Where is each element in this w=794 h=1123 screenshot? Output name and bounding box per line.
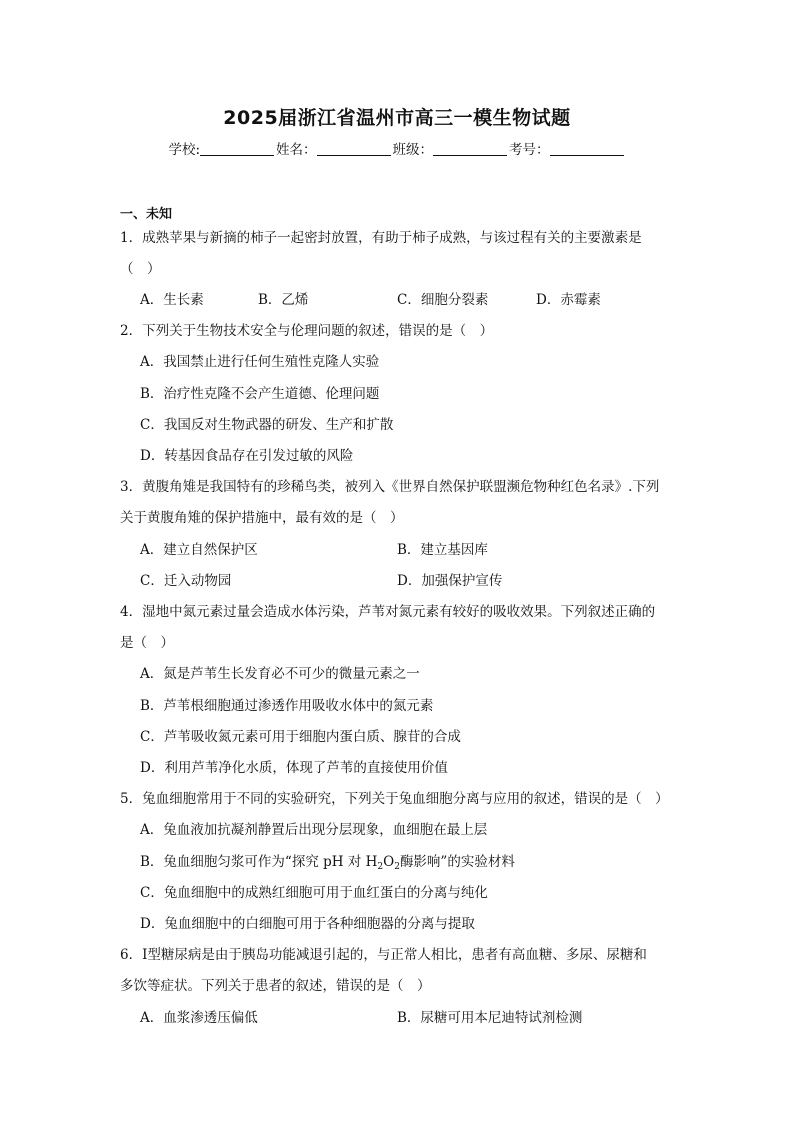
question-6-stem-cont: 多饮等症状。下列关于患者的叙述，错误的是（ ） <box>120 978 431 994</box>
question-5-option-d[interactable]: D．兔血细胞中的白细胞可用于各种细胞器的分离与提取 <box>140 916 475 932</box>
question-2-stem: 2．下列关于生物技术安全与伦理问题的叙述，错误的是（ ） <box>120 323 494 339</box>
question-3-option-d[interactable]: D．加强保护宣传 <box>397 573 503 589</box>
school-blank[interactable] <box>200 141 274 156</box>
option-b-text-o: O <box>383 854 395 870</box>
class-label: 班级： <box>392 142 434 158</box>
subscript-2: 2 <box>394 862 400 872</box>
question-4-option-b[interactable]: B．芦苇根细胞通过渗透作用吸收水体中的氮元素 <box>140 698 434 714</box>
student-info-line <box>0 138 794 158</box>
question-4-stem: 4．湿地中氮元素过量会造成水体污染，芦苇对氮元素有较好的吸收效果。下列叙述正确的 <box>120 604 656 620</box>
school-label: 学校: <box>168 142 201 158</box>
question-3-stem-cont: 关于黄腹角雉的保护措施中，最有效的是（ ） <box>120 510 404 526</box>
subscript-2: 2 <box>377 862 384 872</box>
name-blank[interactable] <box>317 141 391 156</box>
question-5-stem: 5．兔血细胞常用于不同的实验研究，下列关于兔血细胞分离与应用的叙述，错误的是（ ） <box>120 791 669 807</box>
question-5-option-b[interactable] <box>140 853 515 871</box>
question-3-option-b[interactable]: B．建立基因库 <box>397 542 488 558</box>
question-1-option-d[interactable]: D．赤霉素 <box>536 292 601 308</box>
question-1-stem-cont: （ ） <box>120 261 161 277</box>
question-3-option-c[interactable]: C．迁入动物园 <box>140 573 232 589</box>
question-1-option-a[interactable]: A．生长素 <box>140 292 204 308</box>
option-b-text-end: 酶影响”的实验材料 <box>399 854 515 870</box>
exam-number-blank[interactable] <box>550 141 624 156</box>
question-4-stem-cont: 是（ ） <box>120 635 174 651</box>
question-1-option-c[interactable]: C．细胞分裂素 <box>397 292 489 308</box>
question-1-stem: 1．成熟苹果与新摘的柿子一起密封放置，有助于柿子成熟，与该过程有关的主要激素是 <box>120 230 642 246</box>
name-label: 姓名： <box>276 142 317 158</box>
question-6-option-b[interactable]: B．尿糖可用本尼迪特试剂检测 <box>397 1010 583 1026</box>
question-2-option-d[interactable]: D．转基因食品存在引发过敏的风险 <box>140 448 354 464</box>
question-2-option-b[interactable]: B．治疗性克隆不会产生道德、伦理问题 <box>140 386 380 402</box>
question-3-option-a[interactable]: A．建立自然保护区 <box>140 542 258 558</box>
question-3-stem: 3．黄腹角雉是我国特有的珍稀鸟类，被列入《世界自然保护联盟濒危物种红色名录》.下列 <box>120 479 660 495</box>
question-6-option-a[interactable]: A．血浆渗透压偏低 <box>140 1010 258 1026</box>
question-2-option-a[interactable]: A．我国禁止进行任何生殖性克隆人实验 <box>140 354 380 370</box>
question-6-stem: 6．Ⅰ型糖尿病是由于胰岛功能减退引起的，与正常人相比，患者有高血糖、多尿、尿糖和 <box>120 947 647 963</box>
question-4-option-d[interactable]: D．利用芦苇净化水质，体现了芦苇的直接使用价值 <box>140 760 448 776</box>
question-2-option-c[interactable]: C．我国反对生物武器的研发、生产和扩散 <box>140 417 394 433</box>
page-title: 2025届浙江省温州市高三一模生物试题 <box>223 107 571 129</box>
exam-number-label: 考号： <box>509 142 550 158</box>
question-4-option-c[interactable]: C．芦苇吸收氮元素可用于细胞内蛋白质、腺苷的合成 <box>140 729 461 745</box>
class-blank[interactable] <box>433 141 507 156</box>
question-1-option-b[interactable]: B．乙烯 <box>258 292 309 308</box>
option-b-text-start: B．兔血细胞匀浆可作为“探究 pH 对 H <box>140 854 378 870</box>
question-5-option-c[interactable]: C．兔血细胞中的成熟红细胞可用于血红蛋白的分离与纯化 <box>140 885 488 901</box>
question-5-option-a[interactable]: A．兔血液加抗凝剂静置后出现分层现象，血细胞在最上层 <box>140 822 488 838</box>
question-4-option-a[interactable]: A．氮是芦苇生长发育必不可少的微量元素之一 <box>140 666 420 682</box>
section-heading: 一、未知 <box>120 207 173 222</box>
